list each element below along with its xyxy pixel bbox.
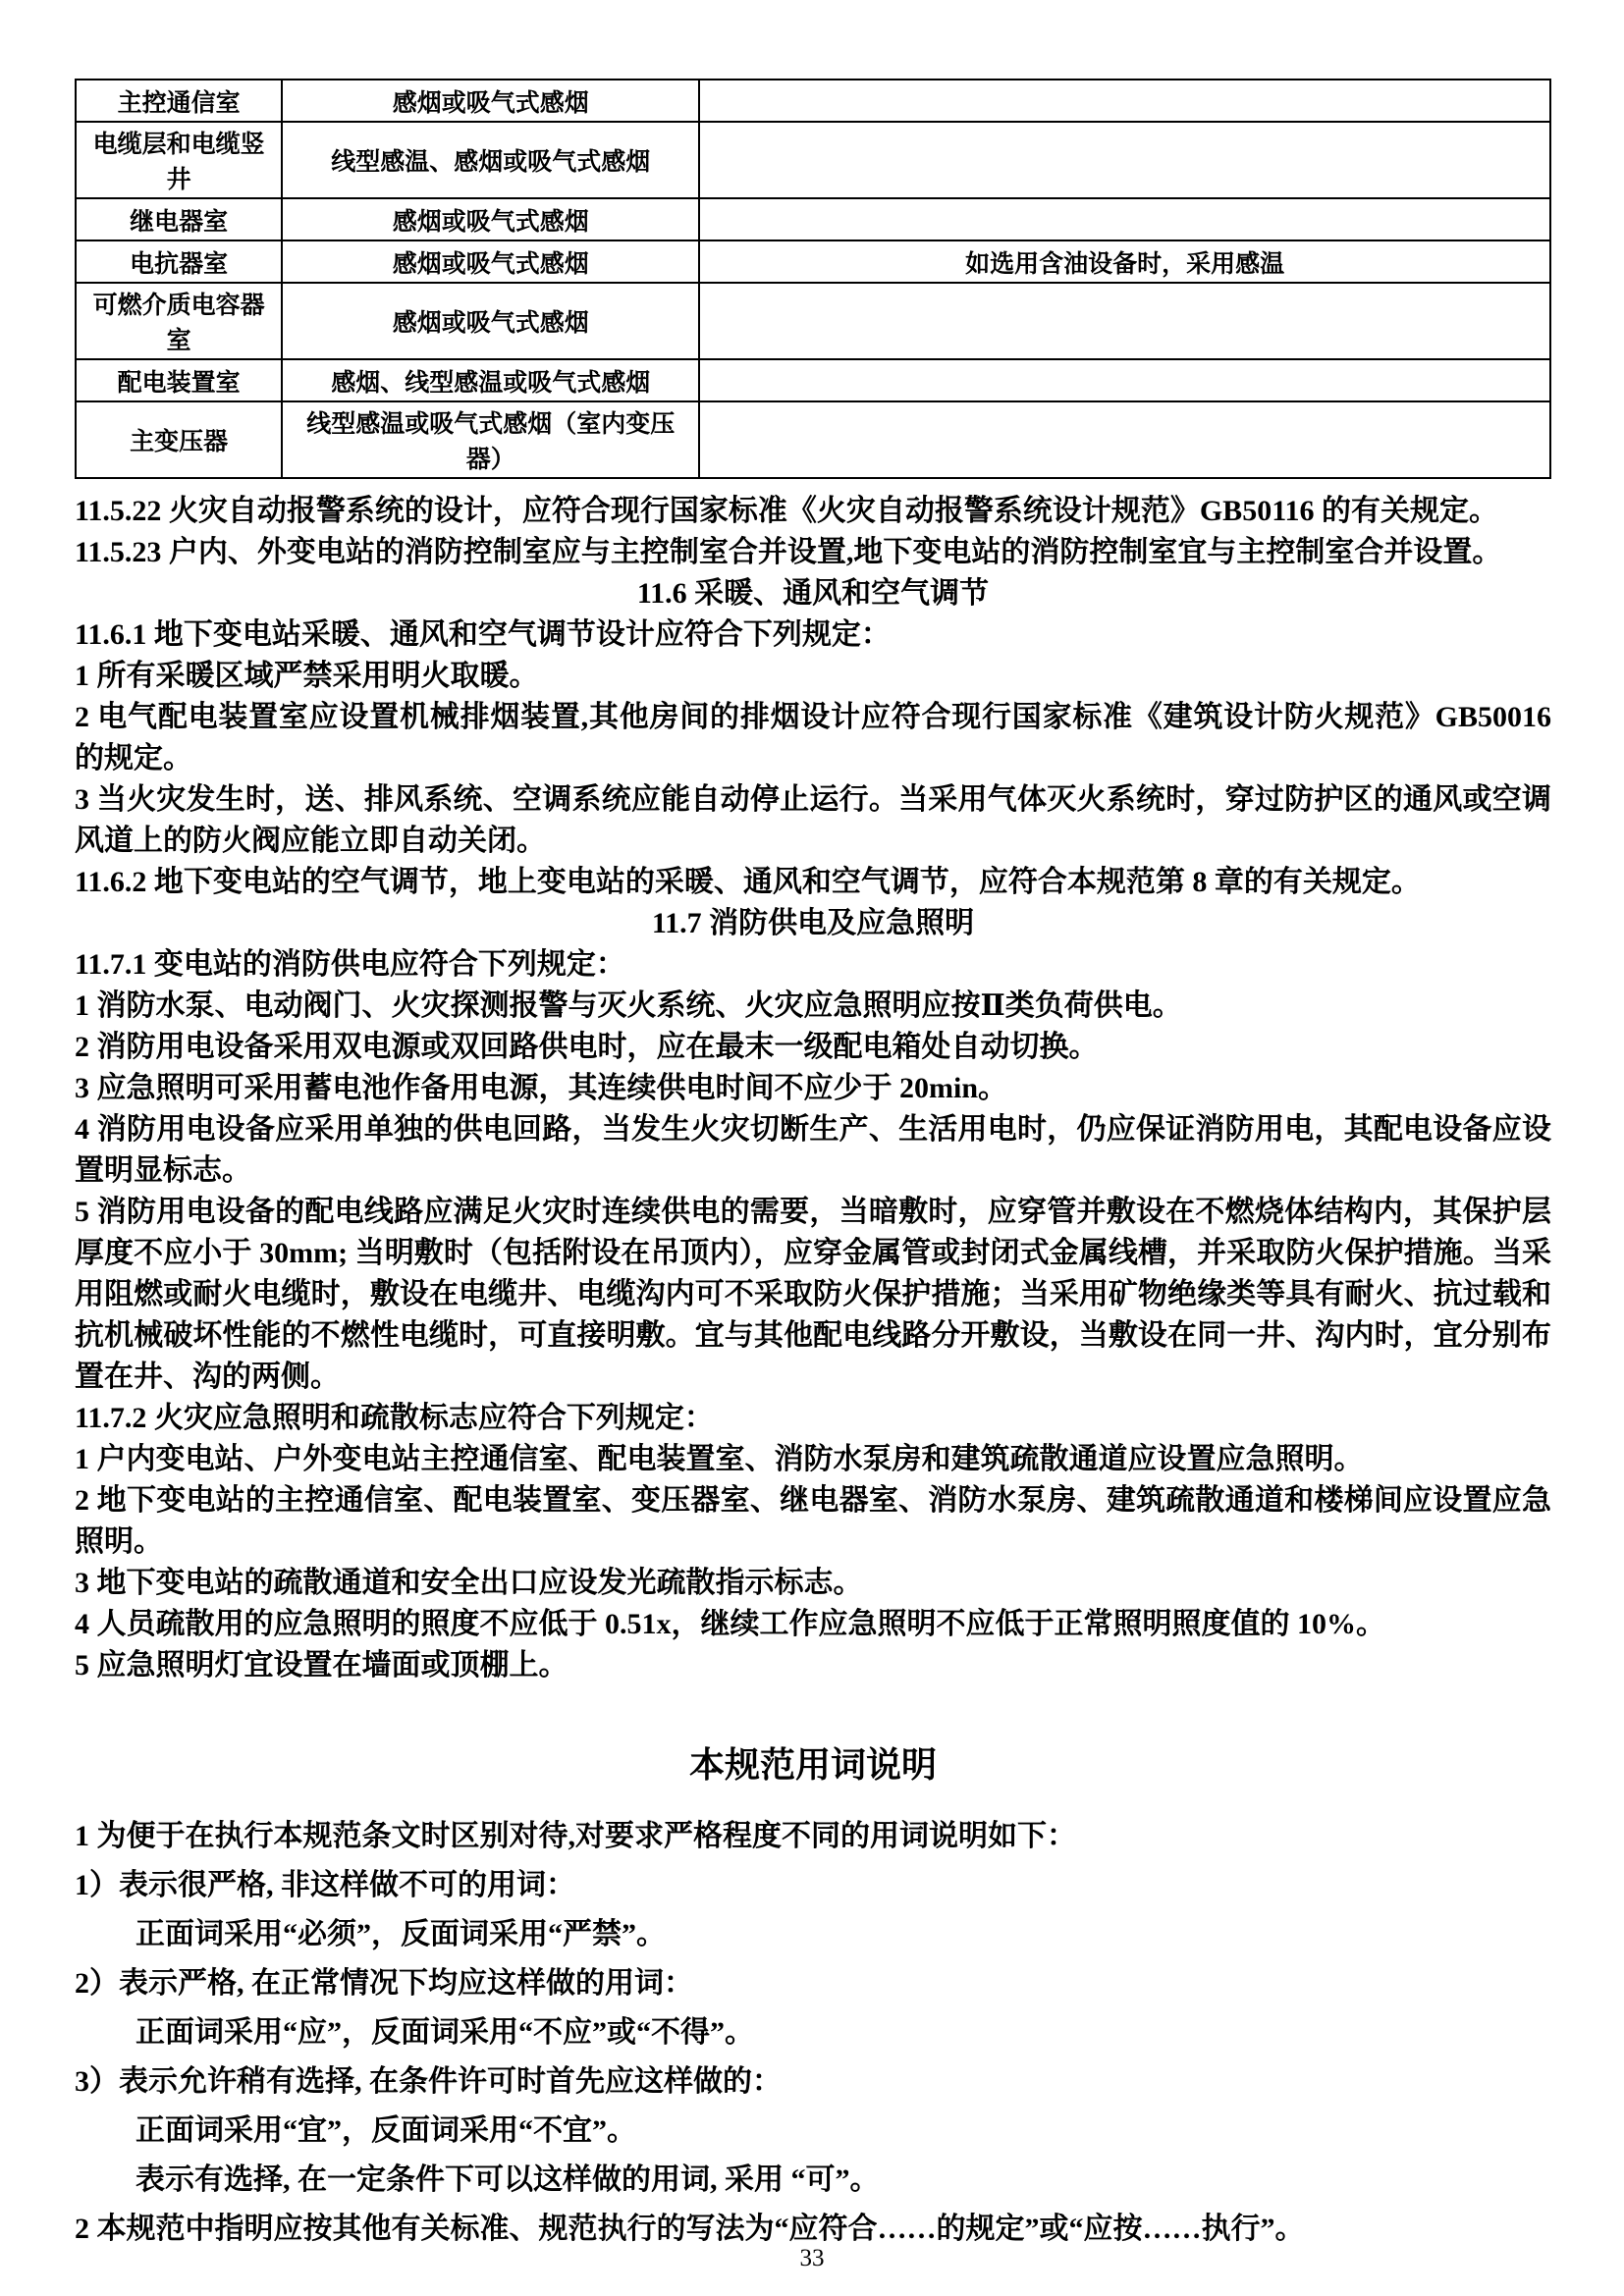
clause-11-5-23: 11.5.23 户内、外变电站的消防控制室应与主控制室合并设置,地下变电站的消防控制室宜与主控制室合并设置。 bbox=[75, 536, 1502, 568]
room-name-cell: 电抗器室 bbox=[76, 240, 282, 283]
room-name-cell: 主变压器 bbox=[76, 401, 282, 478]
terms-rule-1-detail: 正面词采用“必须”，反面词采用“严禁”。 bbox=[135, 1918, 666, 1950]
clause-11-7-2-item-2: 2 地下变电站的主控通信室、配电装置室、变压器室、继电器室、消防水泵房、建筑疏散通道和楼梯间应设置应急照明。 bbox=[75, 1484, 1551, 1558]
detector-type-cell: 感烟、线型感温或吸气式感烟 bbox=[282, 359, 699, 401]
clause-11-7-1-item-5: 5 消防用电设备的配电线路应满足火灾时连续供电的需要，当暗敷时，应穿管并敷设在不燃烧体结构内，其保护层厚度不应小于 30mm; 当明敷时（包括附设在吊顶内），应穿金属管或封闭式金属线槽，并采取防火保护措施。当采用阻燃或耐火电缆时，敷设在电缆井、电缆沟内可不采取防火保护措施；当采用矿物绝缘类等具有耐火、抗过载和抗机械破坏性能的不燃性电缆时，可直接明敷。宜与其他配电线路分开敷设，当敷设在同一井、沟内时，宜分别布置在井、沟的两侧。 bbox=[75, 1196, 1551, 1393]
terms-section bbox=[75, 1812, 1551, 2254]
terms-rule-3-detail: 正面词采用“宜”，反面词采用“不宜”。 bbox=[135, 2114, 636, 2147]
clause-11-5-22: 11.5.22 火灾自动报警系统的设计，应符合现行国家标准《火灾自动报警系统设计规范》GB50116 的有关规定。 bbox=[75, 495, 1499, 527]
terms-rule-1: 1）表示很严格, 非这样做不可的用词： bbox=[75, 1869, 575, 1901]
clause-11-7-1-item-4: 4 消防用电设备应采用单独的供电回路，当发生火灾切断生产、生活用电时，仍应保证消防用电，其配电设备应设置明显标志。 bbox=[75, 1113, 1551, 1187]
remark-cell bbox=[699, 283, 1550, 359]
table-row bbox=[76, 359, 1550, 401]
clause-11-6-2: 11.6.2 地下变电站的空气调节，地上变电站的采暖、通风和空气调节，应符合本规范第 8 章的有关规定。 bbox=[75, 866, 1421, 898]
terms-note-2: 2 本规范中指明应按其他有关标准、规范执行的写法为“应符合……的规定”或“应按……执行”。 bbox=[75, 2213, 1305, 2245]
table-row bbox=[76, 198, 1550, 240]
terms-intro: 1 为便于在执行本规范条文时区别对待,对要求严格程度不同的用词说明如下： bbox=[75, 1820, 1076, 1852]
table-row bbox=[76, 80, 1550, 122]
terms-rule-3: 3）表示允许稍有选择, 在条件许可时首先应这样做的： bbox=[75, 2065, 782, 2098]
room-name-cell: 继电器室 bbox=[76, 198, 282, 240]
detector-type-cell: 线型感温、感烟或吸气式感烟 bbox=[282, 122, 699, 198]
clause-11-7-1-item-1: 1 消防水泵、电动阀门、火灾探测报警与灭火系统、火灾应急照明应按Ⅱ类负荷供电。 bbox=[75, 989, 1182, 1022]
remark-cell bbox=[699, 359, 1550, 401]
table-row bbox=[76, 283, 1550, 359]
detector-type-cell: 感烟或吸气式感烟 bbox=[282, 198, 699, 240]
remark-cell bbox=[699, 198, 1550, 240]
room-name-cell: 配电装置室 bbox=[76, 359, 282, 401]
table-row bbox=[76, 122, 1550, 198]
document-body bbox=[75, 491, 1551, 2254]
clause-11-7-2-item-5: 5 应急照明灯宜设置在墙面或顶棚上。 bbox=[75, 1649, 568, 1682]
room-name-cell: 电缆层和电缆竖井 bbox=[76, 122, 282, 198]
remark-cell bbox=[699, 122, 1550, 198]
terms-heading: 本规范用词说明 bbox=[688, 1745, 937, 1785]
room-name-cell: 可燃介质电容器室 bbox=[76, 283, 282, 359]
detector-type-cell: 感烟或吸气式感烟 bbox=[282, 80, 699, 122]
clause-11-6-1: 11.6.1 地下变电站采暖、通风和空气调节设计应符合下列规定： bbox=[75, 618, 891, 651]
section-heading-11-6: 11.6 采暖、通风和空气调节 bbox=[636, 577, 990, 610]
terms-rule-3-extra: 表示有选择, 在一定条件下可以这样做的用词, 采用 “可”。 bbox=[135, 2163, 880, 2196]
table-row bbox=[76, 401, 1550, 478]
table-row bbox=[76, 240, 1550, 283]
section-heading-11-7: 11.7 消防供电及应急照明 bbox=[651, 907, 975, 939]
room-name-cell: 主控通信室 bbox=[76, 80, 282, 122]
remark-cell bbox=[699, 80, 1550, 122]
clause-11-7-1-item-2: 2 消防用电设备采用双电源或双回路供电时，应在最末一级配电箱处自动切换。 bbox=[75, 1031, 1099, 1063]
fire-detector-table bbox=[75, 79, 1551, 479]
clause-11-7-1: 11.7.1 变电站的消防供电应符合下列规定： bbox=[75, 948, 625, 981]
terms-rule-2: 2）表示严格, 在正常情况下均应这样做的用词： bbox=[75, 1967, 693, 2000]
page-number: 33 bbox=[799, 2245, 825, 2271]
clause-11-7-2-item-4: 4 人员疏散用的应急照明的照度不应低于 0.51x，继续工作应急照明不应低于正常照明照度值的 10%。 bbox=[75, 1608, 1385, 1640]
clause-11-7-1-item-3: 3 应急照明可采用蓄电池作备用电源，其连续供电时间不应少于 20min。 bbox=[75, 1072, 1008, 1104]
clause-11-6-1-item-2: 2 电气配电装置室应设置机械排烟装置,其他房间的排烟设计应符合现行国家标准《建筑设计防火规范》GB50016 的规定。 bbox=[75, 701, 1551, 774]
clause-11-7-2-item-3: 3 地下变电站的疏散通道和安全出口应设发光疏散指示标志。 bbox=[75, 1567, 863, 1599]
detector-type-cell: 线型感温或吸气式感烟（室内变压器） bbox=[282, 401, 699, 478]
clause-11-7-2: 11.7.2 火灾应急照明和疏散标志应符合下列规定： bbox=[75, 1402, 714, 1434]
remark-cell: 如选用含油设备时，采用感温 bbox=[699, 240, 1550, 283]
terms-rule-2-detail: 正面词采用“应”，反面词采用“不应”或“不得”。 bbox=[135, 2016, 754, 2049]
clause-11-6-1-item-1: 1 所有采暖区域严禁采用明火取暖。 bbox=[75, 660, 539, 692]
detector-type-cell: 感烟或吸气式感烟 bbox=[282, 283, 699, 359]
clause-11-7-2-item-1: 1 户内变电站、户外变电站主控通信室、配电装置室、消防水泵房和建筑疏散通道应设置应急照明。 bbox=[75, 1443, 1364, 1475]
remark-cell bbox=[699, 401, 1550, 478]
detector-type-cell: 感烟或吸气式感烟 bbox=[282, 240, 699, 283]
clause-11-6-1-item-3: 3 当火灾发生时，送、排风系统、空调系统应能自动停止运行。当采用气体灭火系统时，穿过防护区的通风或空调风道上的防火阀应能立即自动关闭。 bbox=[75, 783, 1551, 857]
